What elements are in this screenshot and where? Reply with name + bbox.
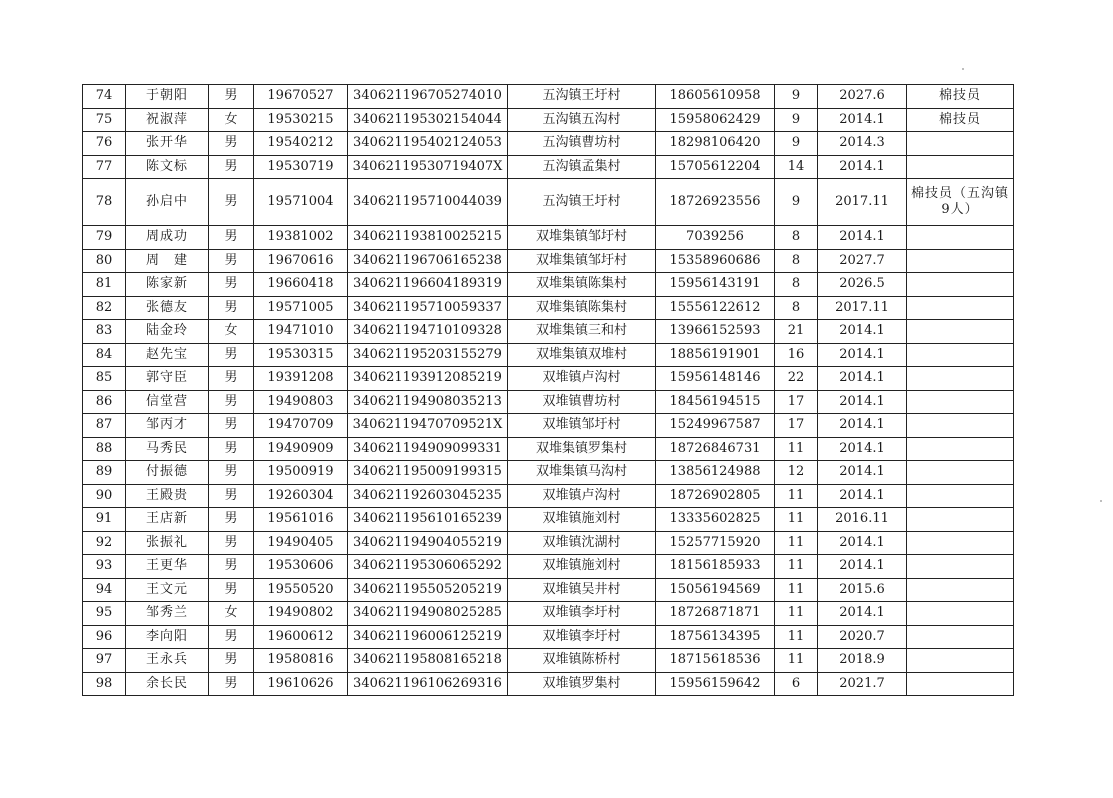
birth-date-cell: 19600612 [254,625,348,649]
id-number-cell: 340621194710109328 [348,320,508,344]
years-count-cell: 11 [775,602,818,626]
remark-cell [907,226,1014,250]
row-number-cell: 79 [83,226,126,250]
date-value-cell: 2015.6 [818,578,907,602]
phone-number-cell: 18298106420 [656,132,775,156]
table-row [83,508,1014,532]
years-count-cell: 9 [775,108,818,132]
row-number-cell: 80 [83,249,126,273]
gender-cell: 男 [209,85,254,109]
person-name-cell: 陆金玲 [126,320,209,344]
phone-number-cell: 15705612204 [656,155,775,179]
date-value-cell: 2014.1 [818,390,907,414]
person-name-cell: 马秀民 [126,437,209,461]
table-row [83,296,1014,320]
birth-date-cell: 19490802 [254,602,348,626]
row-number-cell: 92 [83,531,126,555]
date-value-cell: 2014.1 [818,367,907,391]
person-name-cell: 余长民 [126,672,209,696]
person-name-cell: 王永兵 [126,649,209,673]
date-value-cell: 2027.7 [818,249,907,273]
birth-date-cell: 19530606 [254,555,348,579]
birth-date-cell: 19540212 [254,132,348,156]
id-number-cell: 340621195302154044 [348,108,508,132]
id-number-cell: 340621194909099331 [348,437,508,461]
phone-number-cell: 18856191901 [656,343,775,367]
address-cell: 双堆集镇邹圩村 [508,226,656,250]
address-cell: 双堆集镇马沟村 [508,461,656,485]
row-number-cell: 89 [83,461,126,485]
date-value-cell: 2026.5 [818,273,907,297]
id-number-cell: 340621193810025215 [348,226,508,250]
gender-cell: 男 [209,672,254,696]
person-name-cell: 郭守臣 [126,367,209,391]
gender-cell: 男 [209,649,254,673]
date-value-cell: 2017.11 [818,179,907,226]
id-number-cell: 340621194908035213 [348,390,508,414]
date-value-cell: 2014.1 [818,484,907,508]
row-number-cell: 88 [83,437,126,461]
gender-cell: 男 [209,367,254,391]
row-number-cell: 95 [83,602,126,626]
address-cell: 双堆镇吴井村 [508,578,656,602]
table-row [83,578,1014,602]
years-count-cell: 14 [775,155,818,179]
person-name-cell: 祝淑萍 [126,108,209,132]
row-number-cell: 87 [83,414,126,438]
years-count-cell: 9 [775,85,818,109]
phone-number-cell: 18726871871 [656,602,775,626]
phone-number-cell: 15958062429 [656,108,775,132]
person-name-cell: 王更华 [126,555,209,579]
address-cell: 五沟镇王圩村 [508,179,656,226]
phone-number-cell: 18726846731 [656,437,775,461]
row-number-cell: 76 [83,132,126,156]
remark-cell [907,343,1014,367]
years-count-cell: 21 [775,320,818,344]
years-count-cell: 11 [775,531,818,555]
table-row [83,155,1014,179]
person-name-cell: 周 建 [126,249,209,273]
address-cell: 双堆集镇邹圩村 [508,249,656,273]
remark-cell [907,273,1014,297]
birth-date-cell: 19381002 [254,226,348,250]
table-row [83,555,1014,579]
remark-cell [907,602,1014,626]
person-name-cell: 王店新 [126,508,209,532]
remark-cell [907,484,1014,508]
years-count-cell: 11 [775,649,818,673]
address-cell: 双堆镇曹坊村 [508,390,656,414]
remark-cell [907,390,1014,414]
id-number-cell: 340621195808165218 [348,649,508,673]
person-name-cell: 付振德 [126,461,209,485]
row-number-cell: 85 [83,367,126,391]
birth-date-cell: 19571005 [254,296,348,320]
birth-date-cell: 19571004 [254,179,348,226]
person-name-cell: 张振礼 [126,531,209,555]
address-cell: 双堆集镇陈集村 [508,296,656,320]
person-name-cell: 陈家新 [126,273,209,297]
row-number-cell: 75 [83,108,126,132]
row-number-cell: 98 [83,672,126,696]
row-number-cell: 84 [83,343,126,367]
years-count-cell: 11 [775,555,818,579]
id-number-cell: 340621195203155279 [348,343,508,367]
date-value-cell: 2014.1 [818,414,907,438]
person-name-cell: 孙启中 [126,179,209,226]
id-number-cell: 340621195710044039 [348,179,508,226]
address-cell: 五沟镇王圩村 [508,85,656,109]
date-value-cell: 2027.6 [818,85,907,109]
years-count-cell: 17 [775,414,818,438]
person-name-cell: 邹丙才 [126,414,209,438]
phone-number-cell: 15056194569 [656,578,775,602]
birth-date-cell: 19550520 [254,578,348,602]
address-cell: 双堆镇邹圩村 [508,414,656,438]
remark-cell [907,625,1014,649]
gender-cell: 男 [209,296,254,320]
table-row [83,179,1014,226]
address-cell: 双堆镇卢沟村 [508,367,656,391]
birth-date-cell: 19490405 [254,531,348,555]
id-number-cell: 340621192603045235 [348,484,508,508]
gender-cell: 女 [209,320,254,344]
row-number-cell: 74 [83,85,126,109]
years-count-cell: 22 [775,367,818,391]
address-cell: 双堆镇施刘村 [508,508,656,532]
row-number-cell: 96 [83,625,126,649]
remark-cell [907,320,1014,344]
id-number-cell: 340621195505205219 [348,578,508,602]
table-row [83,461,1014,485]
id-number-cell: 340621193912085219 [348,367,508,391]
row-number-cell: 77 [83,155,126,179]
roster-table [82,84,1014,696]
phone-number-cell: 18156185933 [656,555,775,579]
birth-date-cell: 19530215 [254,108,348,132]
years-count-cell: 9 [775,132,818,156]
remark-cell [907,414,1014,438]
table-row [83,414,1014,438]
remark-cell [907,508,1014,532]
table-row [83,226,1014,250]
birth-date-cell: 19670527 [254,85,348,109]
table-row [83,343,1014,367]
address-cell: 五沟镇孟集村 [508,155,656,179]
birth-date-cell: 19471010 [254,320,348,344]
gender-cell: 男 [209,508,254,532]
address-cell: 双堆镇沈湖村 [508,531,656,555]
table-row [83,437,1014,461]
row-number-cell: 94 [83,578,126,602]
gender-cell: 男 [209,226,254,250]
years-count-cell: 17 [775,390,818,414]
phone-number-cell: 15257715920 [656,531,775,555]
date-value-cell: 2016.11 [818,508,907,532]
id-number-cell: 340621196706165238 [348,249,508,273]
phone-number-cell: 18715618536 [656,649,775,673]
gender-cell: 男 [209,625,254,649]
table-row [83,625,1014,649]
birth-date-cell: 19610626 [254,672,348,696]
row-number-cell: 90 [83,484,126,508]
date-value-cell: 2014.1 [818,320,907,344]
id-number-cell: 340621195710059337 [348,296,508,320]
birth-date-cell: 19580816 [254,649,348,673]
table-row [83,132,1014,156]
birth-date-cell: 19530315 [254,343,348,367]
table-row [83,484,1014,508]
birth-date-cell: 19490909 [254,437,348,461]
birth-date-cell: 19490803 [254,390,348,414]
birth-date-cell: 19260304 [254,484,348,508]
birth-date-cell: 19660418 [254,273,348,297]
date-value-cell: 2014.1 [818,155,907,179]
phone-number-cell: 15358960686 [656,249,775,273]
row-number-cell: 93 [83,555,126,579]
phone-number-cell: 13966152593 [656,320,775,344]
date-value-cell: 2014.1 [818,555,907,579]
years-count-cell: 11 [775,578,818,602]
remark-cell [907,132,1014,156]
remark-cell: 棉技员 [907,108,1014,132]
person-name-cell: 邹秀兰 [126,602,209,626]
row-number-cell: 86 [83,390,126,414]
row-number-cell: 82 [83,296,126,320]
gender-cell: 男 [209,132,254,156]
address-cell: 双堆镇施刘村 [508,555,656,579]
id-number-cell: 340621195306065292 [348,555,508,579]
person-name-cell: 张德友 [126,296,209,320]
id-number-cell: 34062119530719407X [348,155,508,179]
table-row [83,390,1014,414]
years-count-cell: 9 [775,179,818,226]
person-name-cell: 于朝阳 [126,85,209,109]
phone-number-cell: 13335602825 [656,508,775,532]
remark-cell [907,531,1014,555]
date-value-cell: 2014.1 [818,226,907,250]
gender-cell: 男 [209,414,254,438]
date-value-cell: 2018.9 [818,649,907,673]
phone-number-cell: 15956159642 [656,672,775,696]
birth-date-cell: 19391208 [254,367,348,391]
table-row [83,531,1014,555]
address-cell: 双堆镇卢沟村 [508,484,656,508]
years-count-cell: 8 [775,296,818,320]
address-cell: 双堆镇罗集村 [508,672,656,696]
address-cell: 双堆集镇双堆村 [508,343,656,367]
years-count-cell: 8 [775,273,818,297]
gender-cell: 男 [209,461,254,485]
table-row [83,649,1014,673]
phone-number-cell: 18756134395 [656,625,775,649]
address-cell: 双堆集镇罗集村 [508,437,656,461]
phone-number-cell: 15556122612 [656,296,775,320]
date-value-cell: 2014.1 [818,108,907,132]
years-count-cell: 8 [775,249,818,273]
date-value-cell: 2020.7 [818,625,907,649]
row-number-cell: 78 [83,179,126,226]
gender-cell: 女 [209,108,254,132]
id-number-cell: 34062119470709521X [348,414,508,438]
address-cell: 双堆集镇陈集村 [508,273,656,297]
phone-number-cell: 15956143191 [656,273,775,297]
person-name-cell: 王文元 [126,578,209,602]
remark-cell [907,461,1014,485]
birth-date-cell: 19530719 [254,155,348,179]
remark-cell: 棉技员（五沟镇9人） [907,179,1014,226]
table-row [83,108,1014,132]
phone-number-cell: 15956148146 [656,367,775,391]
person-name-cell: 陈文标 [126,155,209,179]
birth-date-cell: 19561016 [254,508,348,532]
scan-speck [1100,500,1102,502]
phone-number-cell: 18605610958 [656,85,775,109]
phone-number-cell: 18726923556 [656,179,775,226]
address-cell: 双堆镇陈桥村 [508,649,656,673]
remark-cell [907,578,1014,602]
birth-date-cell: 19500919 [254,461,348,485]
gender-cell: 男 [209,179,254,226]
remark-cell [907,249,1014,273]
remark-cell: 棉技员 [907,85,1014,109]
scan-speck [962,68,964,70]
address-cell: 五沟镇五沟村 [508,108,656,132]
years-count-cell: 11 [775,437,818,461]
person-name-cell: 李向阳 [126,625,209,649]
date-value-cell: 2014.1 [818,531,907,555]
birth-date-cell: 19670616 [254,249,348,273]
row-number-cell: 83 [83,320,126,344]
table-row [83,273,1014,297]
phone-number-cell: 18726902805 [656,484,775,508]
remark-cell [907,155,1014,179]
gender-cell: 男 [209,343,254,367]
table-row [83,367,1014,391]
years-count-cell: 11 [775,625,818,649]
table-row [83,249,1014,273]
id-number-cell: 340621196106269316 [348,672,508,696]
gender-cell: 男 [209,273,254,297]
gender-cell: 男 [209,155,254,179]
remark-cell [907,437,1014,461]
gender-cell: 男 [209,555,254,579]
remark-cell [907,649,1014,673]
id-number-cell: 340621195402124053 [348,132,508,156]
remark-cell [907,296,1014,320]
table-row [83,85,1014,109]
gender-cell: 男 [209,437,254,461]
address-cell: 双堆镇李圩村 [508,602,656,626]
remark-cell [907,672,1014,696]
address-cell: 五沟镇曹坊村 [508,132,656,156]
phone-number-cell: 13856124988 [656,461,775,485]
gender-cell: 女 [209,602,254,626]
years-count-cell: 12 [775,461,818,485]
phone-number-cell: 18456194515 [656,390,775,414]
years-count-cell: 11 [775,508,818,532]
person-name-cell: 周成功 [126,226,209,250]
phone-number-cell: 7039256 [656,226,775,250]
id-number-cell: 340621196705274010 [348,85,508,109]
person-name-cell: 赵先宝 [126,343,209,367]
gender-cell: 男 [209,249,254,273]
id-number-cell: 340621196006125219 [348,625,508,649]
years-count-cell: 8 [775,226,818,250]
gender-cell: 男 [209,531,254,555]
date-value-cell: 2014.1 [818,343,907,367]
remark-cell [907,555,1014,579]
row-number-cell: 81 [83,273,126,297]
person-name-cell: 张开华 [126,132,209,156]
id-number-cell: 340621194904055219 [348,531,508,555]
table-row [83,602,1014,626]
id-number-cell: 340621195009199315 [348,461,508,485]
date-value-cell: 2014.1 [818,461,907,485]
table-row [83,320,1014,344]
date-value-cell: 2014.3 [818,132,907,156]
id-number-cell: 340621195610165239 [348,508,508,532]
row-number-cell: 97 [83,649,126,673]
phone-number-cell: 15249967587 [656,414,775,438]
id-number-cell: 340621194908025285 [348,602,508,626]
date-value-cell: 2014.1 [818,602,907,626]
gender-cell: 男 [209,390,254,414]
roster-body [83,85,1014,696]
row-number-cell: 91 [83,508,126,532]
person-name-cell: 王殿贵 [126,484,209,508]
remark-cell [907,367,1014,391]
years-count-cell: 11 [775,484,818,508]
address-cell: 双堆集镇三和村 [508,320,656,344]
table-row [83,672,1014,696]
gender-cell: 男 [209,578,254,602]
gender-cell: 男 [209,484,254,508]
birth-date-cell: 19470709 [254,414,348,438]
id-number-cell: 340621196604189319 [348,273,508,297]
address-cell: 双堆镇李圩村 [508,625,656,649]
years-count-cell: 16 [775,343,818,367]
date-value-cell: 2014.1 [818,437,907,461]
years-count-cell: 6 [775,672,818,696]
person-name-cell: 信堂营 [126,390,209,414]
date-value-cell: 2021.7 [818,672,907,696]
date-value-cell: 2017.11 [818,296,907,320]
